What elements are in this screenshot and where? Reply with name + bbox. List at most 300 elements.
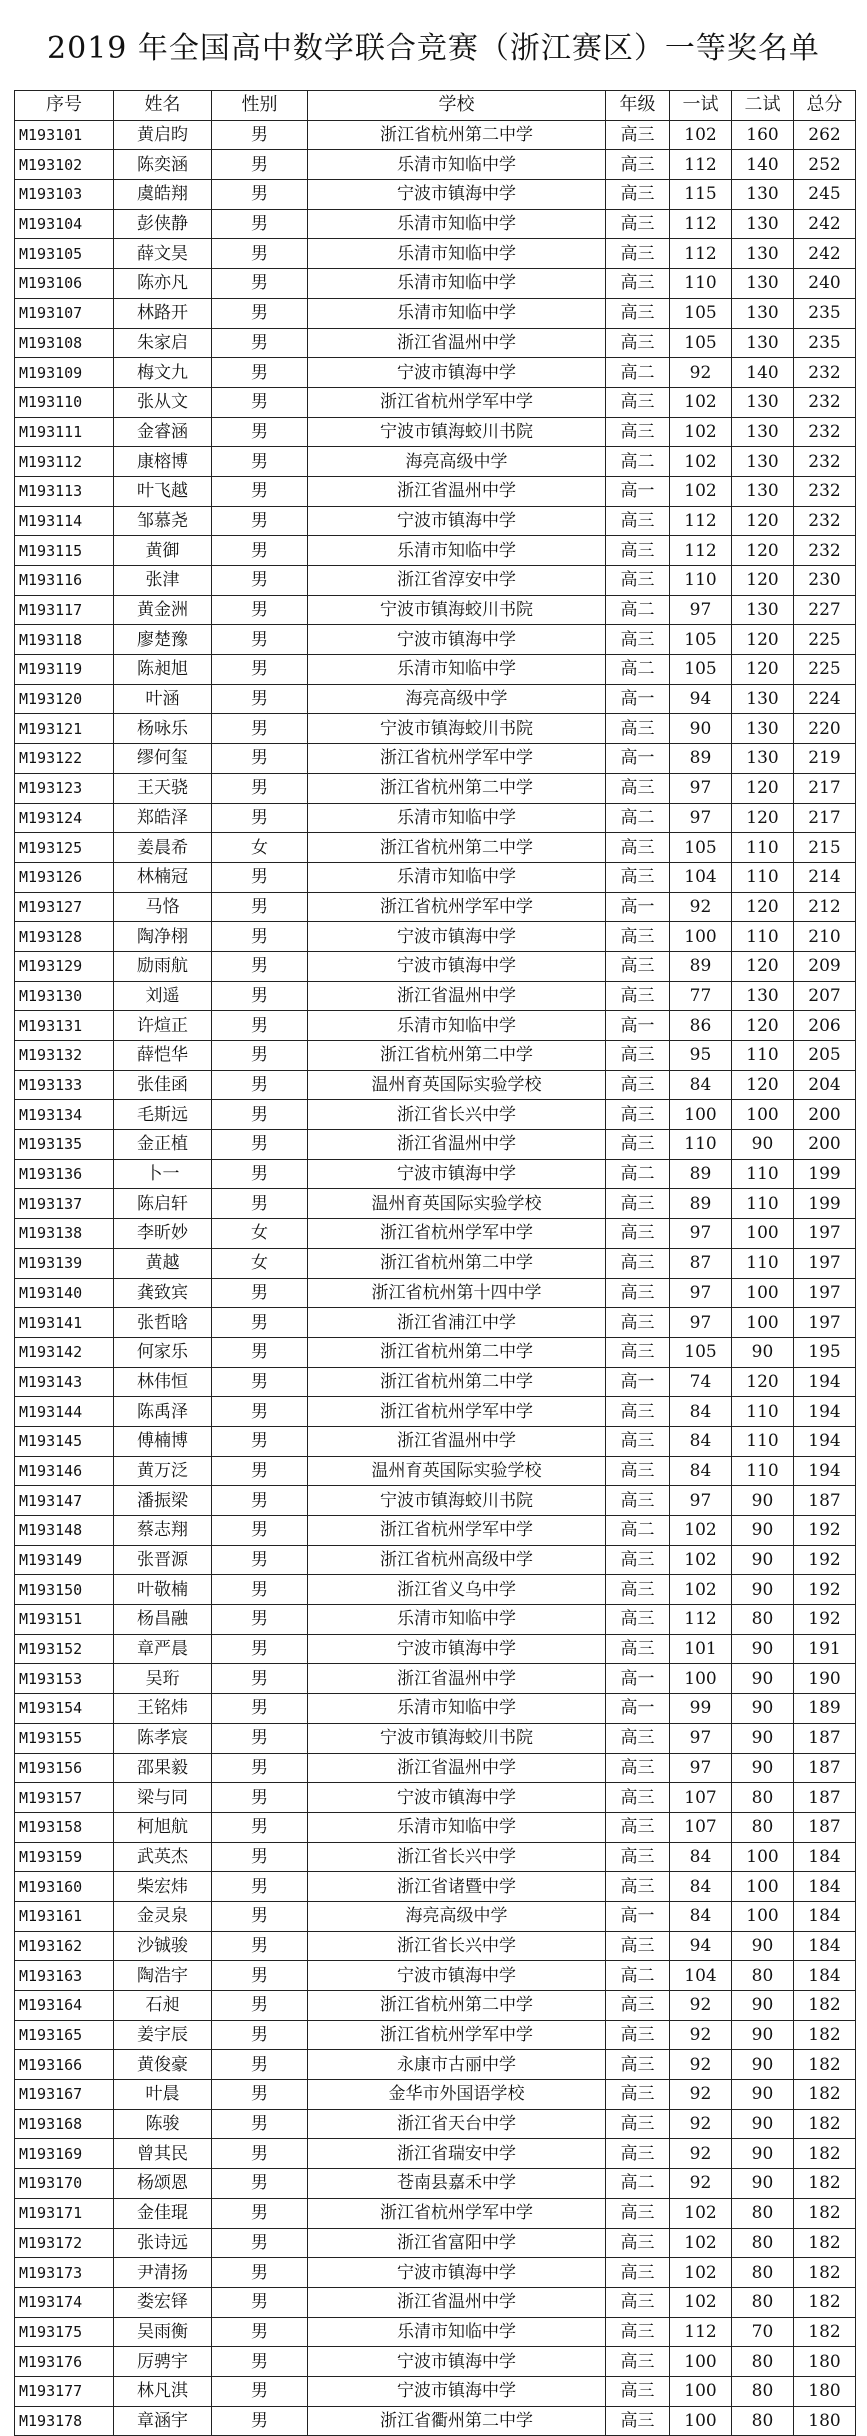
cell-round1: 105 xyxy=(670,298,732,328)
cell-name: 邵果毅 xyxy=(114,1753,212,1783)
cell-school: 浙江省温州中学 xyxy=(308,1664,606,1694)
cell-total: 194 xyxy=(794,1456,856,1486)
cell-school: 宁波市镇海中学 xyxy=(308,180,606,210)
cell-round2: 80 xyxy=(732,2258,794,2288)
cell-grade: 高三 xyxy=(606,1248,670,1278)
cell-school: 浙江省杭州第十四中学 xyxy=(308,1278,606,1308)
cell-school: 浙江省诸暨中学 xyxy=(308,1872,606,1902)
cell-id: M193156 xyxy=(15,1753,114,1783)
cell-grade: 高三 xyxy=(606,2080,670,2110)
cell-school: 浙江省长兴中学 xyxy=(308,1931,606,1961)
cell-id: M193109 xyxy=(15,358,114,388)
cell-round2: 90 xyxy=(732,1337,794,1367)
cell-total: 225 xyxy=(794,625,856,655)
cell-grade: 高三 xyxy=(606,1634,670,1664)
cell-gender: 男 xyxy=(212,1011,308,1041)
cell-id: M193157 xyxy=(15,1783,114,1813)
cell-id: M193176 xyxy=(15,2347,114,2377)
cell-name: 虞皓翔 xyxy=(114,180,212,210)
cell-gender: 男 xyxy=(212,120,308,150)
cell-grade: 高一 xyxy=(606,476,670,506)
cell-round2: 100 xyxy=(732,1901,794,1931)
cell-id: M193123 xyxy=(15,773,114,803)
cell-school: 浙江省杭州第二中学 xyxy=(308,1041,606,1071)
cell-id: M193154 xyxy=(15,1694,114,1724)
cell-school: 宁波市镇海中学 xyxy=(308,1961,606,1991)
cell-name: 娄宏铎 xyxy=(114,2287,212,2317)
cell-name: 邹慕尧 xyxy=(114,506,212,536)
cell-total: 192 xyxy=(794,1545,856,1575)
cell-round2: 100 xyxy=(732,1100,794,1130)
cell-id: M193110 xyxy=(15,387,114,417)
table-row xyxy=(15,1753,856,1783)
table-row xyxy=(15,566,856,596)
cell-round2: 110 xyxy=(732,862,794,892)
table-row xyxy=(15,120,856,150)
table-row xyxy=(15,1426,856,1456)
cell-name: 朱家启 xyxy=(114,328,212,358)
table-row xyxy=(15,150,856,180)
cell-id: M193168 xyxy=(15,2109,114,2139)
cell-grade: 高三 xyxy=(606,1456,670,1486)
table-row xyxy=(15,506,856,536)
cell-name: 杨昌融 xyxy=(114,1605,212,1635)
header-round1: 一试 xyxy=(670,91,732,121)
cell-id: M193141 xyxy=(15,1308,114,1338)
cell-gender: 男 xyxy=(212,1872,308,1902)
cell-gender: 男 xyxy=(212,2080,308,2110)
cell-round2: 80 xyxy=(732,1812,794,1842)
table-row xyxy=(15,1842,856,1872)
cell-total: 245 xyxy=(794,180,856,210)
cell-id: M193130 xyxy=(15,981,114,1011)
table-row xyxy=(15,417,856,447)
cell-id: M193147 xyxy=(15,1486,114,1516)
cell-round1: 112 xyxy=(670,506,732,536)
cell-id: M193115 xyxy=(15,536,114,566)
cell-grade: 高三 xyxy=(606,1812,670,1842)
cell-name: 梅文九 xyxy=(114,358,212,388)
cell-name: 叶飞越 xyxy=(114,476,212,506)
cell-name: 林楠冠 xyxy=(114,862,212,892)
table-row xyxy=(15,951,856,981)
cell-id: M193173 xyxy=(15,2258,114,2288)
cell-school: 浙江省温州中学 xyxy=(308,2287,606,2317)
cell-name: 金正植 xyxy=(114,1130,212,1160)
cell-total: 195 xyxy=(794,1337,856,1367)
cell-total: 235 xyxy=(794,328,856,358)
cell-id: M193165 xyxy=(15,2020,114,2050)
cell-name: 沙铖骏 xyxy=(114,1931,212,1961)
cell-name: 陈奕涵 xyxy=(114,150,212,180)
cell-school: 宁波市镇海中学 xyxy=(308,1783,606,1813)
cell-name: 姜宇辰 xyxy=(114,2020,212,2050)
cell-id: M193160 xyxy=(15,1872,114,1902)
cell-gender: 女 xyxy=(212,1219,308,1249)
table-row xyxy=(15,239,856,269)
cell-gender: 男 xyxy=(212,1456,308,1486)
cell-school: 浙江省杭州高级中学 xyxy=(308,1545,606,1575)
cell-name: 卜一 xyxy=(114,1159,212,1189)
cell-round2: 80 xyxy=(732,2198,794,2228)
cell-id: M193164 xyxy=(15,1991,114,2021)
cell-grade: 高三 xyxy=(606,922,670,952)
cell-name: 张哲晗 xyxy=(114,1308,212,1338)
table-row xyxy=(15,1901,856,1931)
cell-gender: 男 xyxy=(212,239,308,269)
cell-round2: 90 xyxy=(732,2020,794,2050)
cell-round1: 97 xyxy=(670,1278,732,1308)
cell-round2: 110 xyxy=(732,1248,794,1278)
cell-name: 厉骋宇 xyxy=(114,2347,212,2377)
cell-name: 李昕妙 xyxy=(114,1219,212,1249)
cell-total: 194 xyxy=(794,1426,856,1456)
cell-round2: 100 xyxy=(732,1278,794,1308)
cell-total: 224 xyxy=(794,684,856,714)
cell-round2: 90 xyxy=(732,1991,794,2021)
cell-gender: 男 xyxy=(212,1100,308,1130)
table-row xyxy=(15,625,856,655)
cell-round1: 92 xyxy=(670,1991,732,2021)
cell-grade: 高一 xyxy=(606,892,670,922)
cell-round1: 94 xyxy=(670,1931,732,1961)
cell-name: 廖楚豫 xyxy=(114,625,212,655)
cell-round2: 130 xyxy=(732,981,794,1011)
cell-school: 苍南县嘉禾中学 xyxy=(308,2169,606,2199)
table-row xyxy=(15,1219,856,1249)
cell-school: 浙江省温州中学 xyxy=(308,1426,606,1456)
cell-school: 宁波市镇海中学 xyxy=(308,2258,606,2288)
cell-round2: 110 xyxy=(732,1159,794,1189)
cell-id: M193134 xyxy=(15,1100,114,1130)
table-row xyxy=(15,1575,856,1605)
cell-grade: 高三 xyxy=(606,536,670,566)
cell-grade: 高三 xyxy=(606,2020,670,2050)
cell-gender: 男 xyxy=(212,2169,308,2199)
cell-id: M193106 xyxy=(15,269,114,299)
cell-id: M193113 xyxy=(15,476,114,506)
cell-gender: 男 xyxy=(212,1308,308,1338)
cell-grade: 高二 xyxy=(606,2169,670,2199)
cell-round2: 100 xyxy=(732,1219,794,1249)
table-row xyxy=(15,1278,856,1308)
cell-id: M193112 xyxy=(15,447,114,477)
cell-gender: 男 xyxy=(212,981,308,1011)
table-row xyxy=(15,1100,856,1130)
table-row xyxy=(15,2109,856,2139)
cell-gender: 男 xyxy=(212,1723,308,1753)
cell-id: M193144 xyxy=(15,1397,114,1427)
cell-id: M193135 xyxy=(15,1130,114,1160)
cell-total: 182 xyxy=(794,2258,856,2288)
cell-total: 204 xyxy=(794,1070,856,1100)
cell-gender: 男 xyxy=(212,1367,308,1397)
cell-school: 宁波市镇海中学 xyxy=(308,625,606,655)
cell-name: 梁与同 xyxy=(114,1783,212,1813)
cell-total: 184 xyxy=(794,1872,856,1902)
cell-round1: 100 xyxy=(670,2406,732,2436)
cell-grade: 高三 xyxy=(606,1041,670,1071)
cell-gender: 男 xyxy=(212,862,308,892)
cell-grade: 高三 xyxy=(606,2228,670,2258)
cell-grade: 高三 xyxy=(606,1486,670,1516)
cell-id: M193148 xyxy=(15,1516,114,1546)
cell-gender: 男 xyxy=(212,2376,308,2406)
cell-grade: 高三 xyxy=(606,1337,670,1367)
cell-round1: 94 xyxy=(670,684,732,714)
cell-grade: 高二 xyxy=(606,447,670,477)
cell-round1: 92 xyxy=(670,892,732,922)
cell-round1: 92 xyxy=(670,2020,732,2050)
cell-gender: 男 xyxy=(212,1901,308,1931)
table-row xyxy=(15,2376,856,2406)
cell-round1: 74 xyxy=(670,1367,732,1397)
cell-id: M193114 xyxy=(15,506,114,536)
table-row xyxy=(15,595,856,625)
cell-grade: 高一 xyxy=(606,1664,670,1694)
cell-round1: 99 xyxy=(670,1694,732,1724)
cell-round2: 80 xyxy=(732,2376,794,2406)
cell-school: 宁波市镇海蛟川书院 xyxy=(308,1486,606,1516)
cell-id: M193178 xyxy=(15,2406,114,2436)
table-row xyxy=(15,981,856,1011)
cell-round1: 105 xyxy=(670,833,732,863)
cell-school: 浙江省杭州第二中学 xyxy=(308,833,606,863)
cell-school: 浙江省杭州第二中学 xyxy=(308,1991,606,2021)
cell-gender: 男 xyxy=(212,1070,308,1100)
table-row xyxy=(15,1991,856,2021)
cell-school: 浙江省杭州学军中学 xyxy=(308,2020,606,2050)
cell-grade: 高三 xyxy=(606,180,670,210)
cell-id: M193146 xyxy=(15,1456,114,1486)
cell-round1: 97 xyxy=(670,803,732,833)
cell-round1: 102 xyxy=(670,1575,732,1605)
cell-total: 189 xyxy=(794,1694,856,1724)
cell-name: 张晋源 xyxy=(114,1545,212,1575)
cell-grade: 高三 xyxy=(606,1931,670,1961)
cell-grade: 高三 xyxy=(606,566,670,596)
cell-total: 180 xyxy=(794,2347,856,2377)
cell-total: 184 xyxy=(794,1901,856,1931)
table-row xyxy=(15,1545,856,1575)
cell-grade: 高三 xyxy=(606,1070,670,1100)
cell-school: 浙江省杭州第二中学 xyxy=(308,120,606,150)
table-row xyxy=(15,269,856,299)
cell-id: M193149 xyxy=(15,1545,114,1575)
cell-round1: 112 xyxy=(670,536,732,566)
cell-school: 浙江省杭州第二中学 xyxy=(308,1367,606,1397)
cell-total: 200 xyxy=(794,1100,856,1130)
cell-gender: 男 xyxy=(212,2109,308,2139)
cell-total: 219 xyxy=(794,744,856,774)
cell-gender: 男 xyxy=(212,2198,308,2228)
cell-total: 197 xyxy=(794,1278,856,1308)
cell-gender: 男 xyxy=(212,1486,308,1516)
cell-name: 张从文 xyxy=(114,387,212,417)
cell-grade: 高三 xyxy=(606,1872,670,1902)
cell-name: 王铭炜 xyxy=(114,1694,212,1724)
cell-grade: 高三 xyxy=(606,1278,670,1308)
cell-grade: 高三 xyxy=(606,833,670,863)
cell-round2: 80 xyxy=(732,1783,794,1813)
cell-school: 浙江省杭州学军中学 xyxy=(308,2198,606,2228)
cell-id: M193163 xyxy=(15,1961,114,1991)
cell-round1: 92 xyxy=(670,2169,732,2199)
cell-name: 林凡淇 xyxy=(114,2376,212,2406)
cell-round1: 112 xyxy=(670,150,732,180)
cell-round2: 120 xyxy=(732,1367,794,1397)
cell-name: 张诗远 xyxy=(114,2228,212,2258)
cell-id: M193125 xyxy=(15,833,114,863)
cell-round2: 160 xyxy=(732,120,794,150)
cell-school: 宁波市镇海蛟川书院 xyxy=(308,714,606,744)
cell-name: 陈禹泽 xyxy=(114,1397,212,1427)
cell-total: 187 xyxy=(794,1723,856,1753)
cell-round2: 120 xyxy=(732,655,794,685)
cell-gender: 男 xyxy=(212,1278,308,1308)
cell-round1: 112 xyxy=(670,209,732,239)
cell-round2: 90 xyxy=(732,1931,794,1961)
cell-round2: 70 xyxy=(732,2317,794,2347)
cell-school: 乐清市知临中学 xyxy=(308,655,606,685)
table-row xyxy=(15,1694,856,1724)
cell-grade: 高三 xyxy=(606,2347,670,2377)
cell-round2: 90 xyxy=(732,1545,794,1575)
cell-round2: 90 xyxy=(732,1486,794,1516)
cell-total: 210 xyxy=(794,922,856,952)
table-row xyxy=(15,1783,856,1813)
cell-id: M193103 xyxy=(15,180,114,210)
cell-grade: 高三 xyxy=(606,1189,670,1219)
cell-total: 197 xyxy=(794,1219,856,1249)
cell-grade: 高二 xyxy=(606,1159,670,1189)
cell-gender: 男 xyxy=(212,922,308,952)
cell-name: 叶敬楠 xyxy=(114,1575,212,1605)
cell-name: 吴雨衡 xyxy=(114,2317,212,2347)
cell-round2: 110 xyxy=(732,1189,794,1219)
cell-gender: 男 xyxy=(212,1664,308,1694)
cell-round1: 100 xyxy=(670,2347,732,2377)
cell-name: 叶晨 xyxy=(114,2080,212,2110)
cell-name: 黄越 xyxy=(114,1248,212,1278)
cell-id: M193167 xyxy=(15,2080,114,2110)
cell-total: 214 xyxy=(794,862,856,892)
cell-id: M193172 xyxy=(15,2228,114,2258)
cell-id: M193137 xyxy=(15,1189,114,1219)
cell-id: M193132 xyxy=(15,1041,114,1071)
table-row xyxy=(15,2198,856,2228)
cell-id: M193171 xyxy=(15,2198,114,2228)
cell-gender: 男 xyxy=(212,358,308,388)
table-row xyxy=(15,744,856,774)
cell-total: 192 xyxy=(794,1516,856,1546)
cell-gender: 男 xyxy=(212,209,308,239)
table-row xyxy=(15,358,856,388)
cell-round1: 102 xyxy=(670,1516,732,1546)
cell-name: 叶涵 xyxy=(114,684,212,714)
cell-id: M193155 xyxy=(15,1723,114,1753)
cell-id: M193120 xyxy=(15,684,114,714)
table-row xyxy=(15,1248,856,1278)
cell-round2: 130 xyxy=(732,714,794,744)
cell-school: 乐清市知临中学 xyxy=(308,269,606,299)
cell-school: 乐清市知临中学 xyxy=(308,150,606,180)
cell-id: M193143 xyxy=(15,1367,114,1397)
cell-total: 230 xyxy=(794,566,856,596)
cell-name: 蔡志翔 xyxy=(114,1516,212,1546)
cell-school: 乐清市知临中学 xyxy=(308,1812,606,1842)
cell-round1: 84 xyxy=(670,1426,732,1456)
cell-round2: 130 xyxy=(732,328,794,358)
cell-school: 浙江省温州中学 xyxy=(308,981,606,1011)
cell-grade: 高三 xyxy=(606,2376,670,2406)
cell-round1: 110 xyxy=(670,269,732,299)
cell-round2: 130 xyxy=(732,387,794,417)
cell-grade: 高三 xyxy=(606,239,670,269)
cell-name: 石昶 xyxy=(114,1991,212,2021)
cell-grade: 高三 xyxy=(606,862,670,892)
table-row xyxy=(15,2347,856,2377)
cell-total: 207 xyxy=(794,981,856,1011)
table-row xyxy=(15,1723,856,1753)
cell-grade: 高一 xyxy=(606,744,670,774)
cell-total: 184 xyxy=(794,1842,856,1872)
cell-grade: 高三 xyxy=(606,1100,670,1130)
cell-total: 187 xyxy=(794,1753,856,1783)
cell-school: 浙江省杭州学军中学 xyxy=(308,892,606,922)
cell-total: 180 xyxy=(794,2376,856,2406)
cell-round1: 97 xyxy=(670,773,732,803)
cell-total: 190 xyxy=(794,1664,856,1694)
cell-id: M193124 xyxy=(15,803,114,833)
table-row xyxy=(15,1516,856,1546)
cell-school: 浙江省杭州学军中学 xyxy=(308,1516,606,1546)
cell-school: 乐清市知临中学 xyxy=(308,1694,606,1724)
cell-total: 182 xyxy=(794,2139,856,2169)
cell-grade: 高三 xyxy=(606,2258,670,2288)
cell-school: 宁波市镇海中学 xyxy=(308,1634,606,1664)
cell-round1: 100 xyxy=(670,2376,732,2406)
cell-gender: 男 xyxy=(212,1159,308,1189)
cell-round2: 120 xyxy=(732,536,794,566)
cell-gender: 男 xyxy=(212,1991,308,2021)
cell-name: 潘振梁 xyxy=(114,1486,212,1516)
cell-id: M193126 xyxy=(15,862,114,892)
cell-name: 傅楠博 xyxy=(114,1426,212,1456)
header-gender: 性别 xyxy=(212,91,308,121)
cell-grade: 高三 xyxy=(606,2287,670,2317)
table-row xyxy=(15,1931,856,1961)
table-row xyxy=(15,2020,856,2050)
table-row xyxy=(15,714,856,744)
cell-gender: 男 xyxy=(212,2258,308,2288)
cell-grade: 高三 xyxy=(606,209,670,239)
cell-total: 235 xyxy=(794,298,856,328)
cell-gender: 男 xyxy=(212,655,308,685)
cell-gender: 男 xyxy=(212,1575,308,1605)
cell-name: 毛斯远 xyxy=(114,1100,212,1130)
cell-round1: 97 xyxy=(670,1753,732,1783)
cell-gender: 男 xyxy=(212,2020,308,2050)
cell-school: 乐清市知临中学 xyxy=(308,298,606,328)
cell-school: 宁波市镇海中学 xyxy=(308,506,606,536)
cell-school: 浙江省天台中学 xyxy=(308,2109,606,2139)
cell-round1: 105 xyxy=(670,655,732,685)
cell-total: 232 xyxy=(794,387,856,417)
cell-round1: 87 xyxy=(670,1248,732,1278)
table-row xyxy=(15,1308,856,1338)
cell-gender: 男 xyxy=(212,1189,308,1219)
